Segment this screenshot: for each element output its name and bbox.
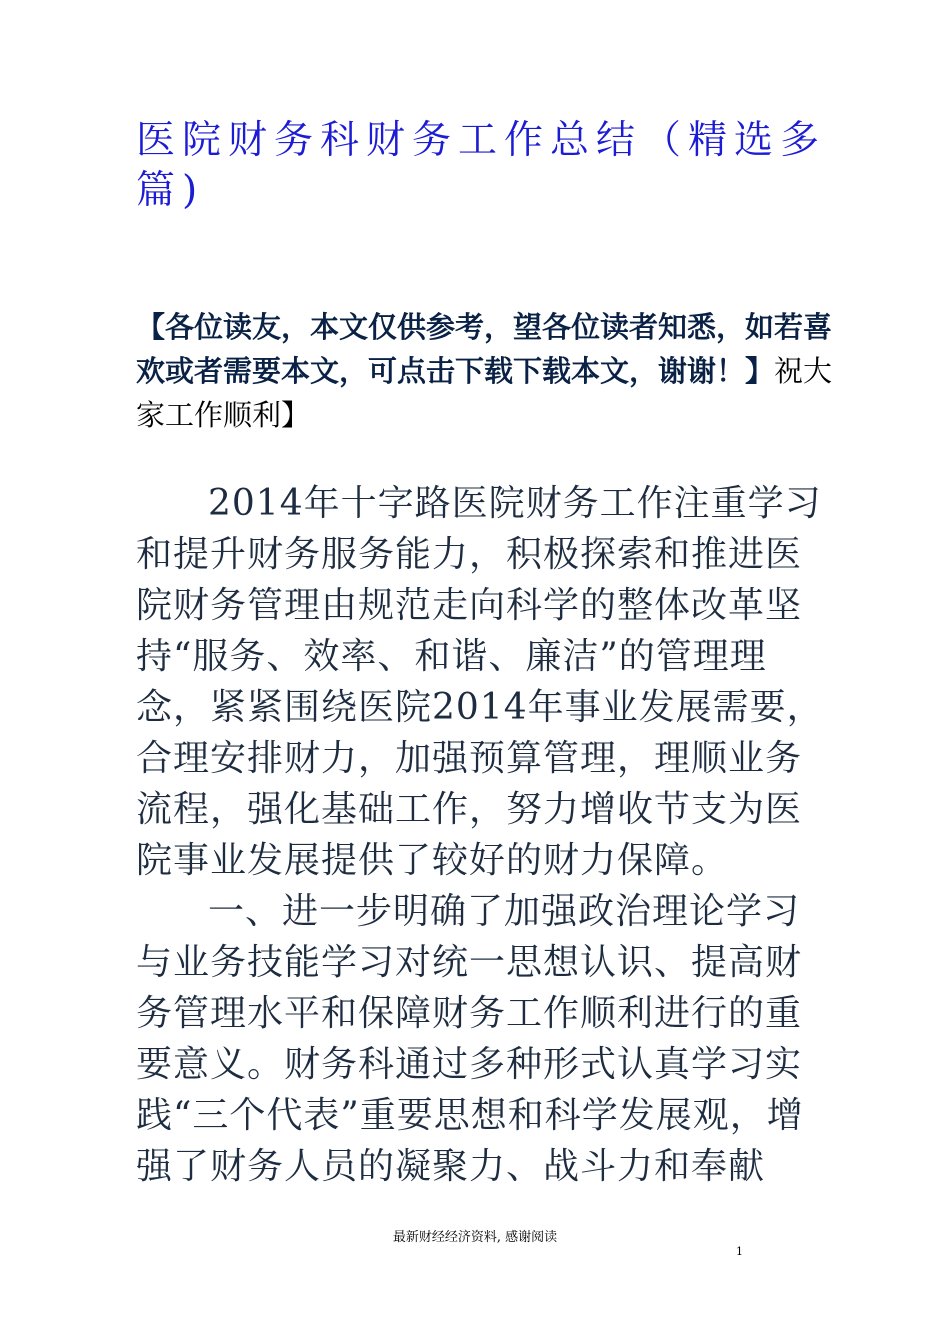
document-body [136, 478, 836, 1192]
reader-notice [136, 305, 836, 437]
footer-note: 最新财经经济资料, 感谢阅读 [392, 1230, 558, 1245]
body-paragraph: 2014年十字路医院财务工作注重学习和提升财务服务能力，积极探索和推进医院财务管理由规范走向科学的整体改革坚持“服务、效率、和谐、廉洁”的管理理念，紧紧围绕医院2014年事业发展需要，合理安排财力，加强预算管理，理顺业务流程，强化基础工作，努力增收节支为医院事业发展提供了较好的财力保障。 [136, 483, 824, 881]
page-number: 1 [736, 1245, 743, 1258]
document-title: 医院财务科财务工作总结（精选多篇) [136, 118, 827, 213]
reader-notice-tail: 祝大家工作顺利】 [136, 354, 833, 432]
reader-notice-lead: 【各位读友，本文仅供参考，望各位读者知悉，如若喜欢或者需要本文，可点击下载下载本文，谢谢！】 [136, 310, 833, 388]
body-paragraph: 一、进一步明确了加强政治理论学习与业务技能学习对统一思想认识、提高财务管理水平和保障财务工作顺利进行的重要意义。财务科通过多种形式认真学习实践“三个代表”重要思想和科学发展观，增强了财务人员的凝聚力、战斗力和奉献 [136, 891, 804, 1187]
